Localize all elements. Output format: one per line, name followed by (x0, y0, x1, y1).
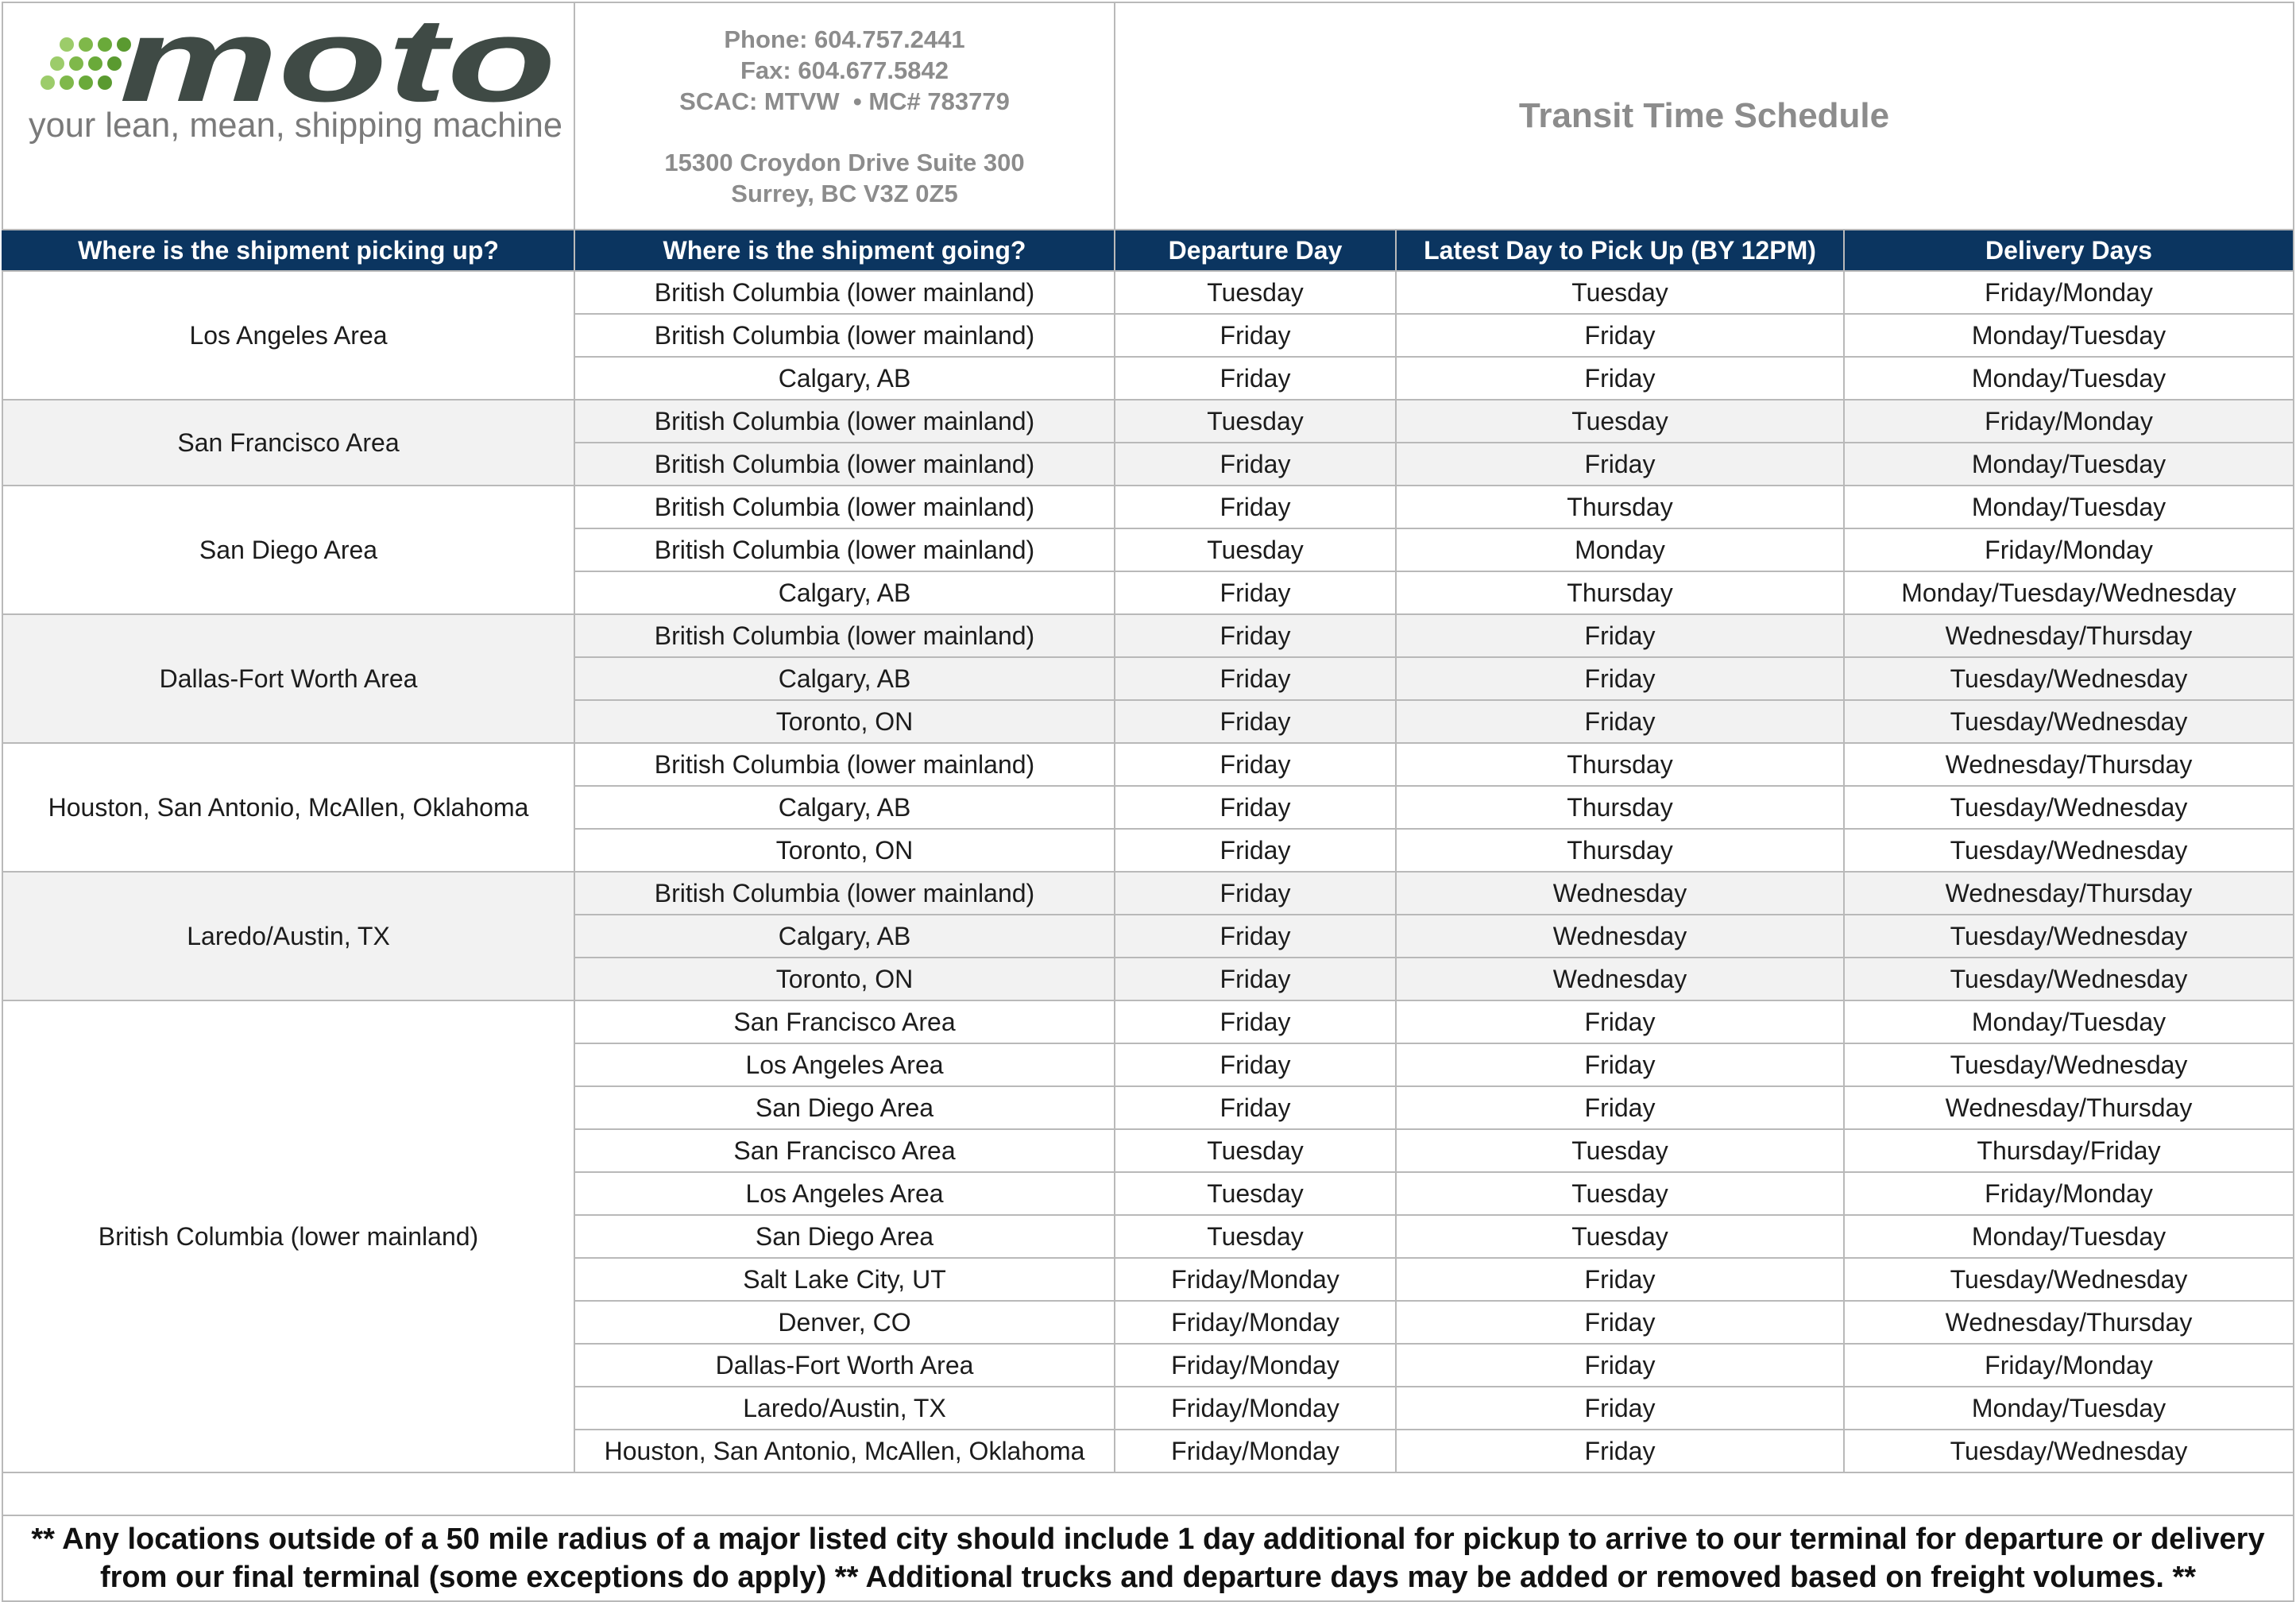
destination-cell: San Francisco Area (574, 1000, 1115, 1043)
column-header-delivery: Delivery Days (1844, 230, 2294, 271)
latest-pickup-cell: Friday (1396, 443, 1844, 486)
destination-cell: Los Angeles Area (574, 1172, 1115, 1215)
departure-day-cell: Friday/Monday (1115, 1430, 1396, 1472)
latest-pickup-cell: Wednesday (1396, 872, 1844, 915)
departure-day-cell: Friday/Monday (1115, 1387, 1396, 1430)
column-header-row (2, 230, 2294, 271)
delivery-days-cell: Wednesday/Thursday (1844, 614, 2294, 657)
latest-pickup-cell: Friday (1396, 657, 1844, 700)
table-row (2, 743, 2294, 786)
departure-day-cell: Friday (1115, 614, 1396, 657)
departure-day-cell: Friday (1115, 657, 1396, 700)
destination-cell: Toronto, ON (574, 829, 1115, 872)
destination-cell: British Columbia (lower mainland) (574, 528, 1115, 571)
column-header-departure: Departure Day (1115, 230, 1396, 271)
latest-pickup-cell: Friday (1396, 614, 1844, 657)
departure-day-cell: Tuesday (1115, 1172, 1396, 1215)
origin-cell: Los Angeles Area (2, 271, 574, 400)
delivery-days-cell: Tuesday/Wednesday (1844, 700, 2294, 743)
departure-day-cell: Friday (1115, 486, 1396, 528)
latest-pickup-cell: Thursday (1396, 571, 1844, 614)
delivery-days-cell: Monday/Tuesday (1844, 314, 2294, 357)
delivery-days-cell: Friday/Monday (1844, 1172, 2294, 1215)
fax-number: Fax: 604.677.5842 (740, 56, 949, 84)
latest-pickup-cell: Thursday (1396, 786, 1844, 829)
delivery-days-cell: Friday/Monday (1844, 400, 2294, 443)
delivery-days-cell: Tuesday/Wednesday (1844, 657, 2294, 700)
latest-pickup-cell: Tuesday (1396, 1129, 1844, 1172)
latest-pickup-cell: Friday (1396, 357, 1844, 400)
origin-cell: Dallas-Fort Worth Area (2, 614, 574, 743)
destination-cell: British Columbia (lower mainland) (574, 872, 1115, 915)
destination-cell: Calgary, AB (574, 915, 1115, 958)
delivery-days-cell: Monday/Tuesday (1844, 357, 2294, 400)
destination-cell: Calgary, AB (574, 786, 1115, 829)
delivery-days-cell: Tuesday/Wednesday (1844, 786, 2294, 829)
phone-number: Phone: 604.757.2441 (724, 25, 965, 53)
delivery-days-cell: Monday/Tuesday (1844, 1215, 2294, 1258)
destination-cell: Dallas-Fort Worth Area (574, 1344, 1115, 1387)
departure-day-cell: Friday (1115, 571, 1396, 614)
destination-cell: British Columbia (lower mainland) (574, 614, 1115, 657)
departure-day-cell: Friday (1115, 357, 1396, 400)
address-line-1: 15300 Croydon Drive Suite 300 (664, 148, 1025, 176)
latest-pickup-cell: Friday (1396, 1258, 1844, 1301)
latest-pickup-cell: Friday (1396, 1000, 1844, 1043)
address-line-2: Surrey, BC V3Z 0Z5 (731, 179, 958, 207)
delivery-days-cell: Friday/Monday (1844, 271, 2294, 314)
latest-pickup-cell: Tuesday (1396, 1215, 1844, 1258)
table-row (2, 614, 2294, 657)
latest-pickup-cell: Friday (1396, 1344, 1844, 1387)
departure-day-cell: Friday (1115, 314, 1396, 357)
destination-cell: Denver, CO (574, 1301, 1115, 1344)
latest-pickup-cell: Friday (1396, 314, 1844, 357)
table-row (2, 872, 2294, 915)
departure-day-cell: Friday (1115, 443, 1396, 486)
departure-day-cell: Friday (1115, 915, 1396, 958)
delivery-days-cell: Friday/Monday (1844, 528, 2294, 571)
green-dots-icon (41, 37, 131, 90)
destination-cell: Los Angeles Area (574, 1043, 1115, 1086)
table-row (2, 486, 2294, 528)
latest-pickup-cell: Tuesday (1396, 1172, 1844, 1215)
contact-block (574, 2, 1115, 230)
transit-schedule-sheet (2, 2, 2293, 1599)
destination-cell: San Diego Area (574, 1215, 1115, 1258)
departure-day-cell: Tuesday (1115, 1215, 1396, 1258)
latest-pickup-cell: Friday (1396, 1387, 1844, 1430)
scac-code: SCAC: MTVW • MC# 783779 (679, 87, 1010, 115)
destination-cell: Calgary, AB (574, 657, 1115, 700)
destination-cell: San Francisco Area (574, 1129, 1115, 1172)
destination-cell: Toronto, ON (574, 958, 1115, 1000)
departure-day-cell: Tuesday (1115, 400, 1396, 443)
schedule-body (2, 271, 2294, 1472)
destination-cell: Calgary, AB (574, 571, 1115, 614)
delivery-days-cell: Tuesday/Wednesday (1844, 829, 2294, 872)
delivery-days-cell: Thursday/Friday (1844, 1129, 2294, 1172)
table-row (2, 271, 2294, 314)
moto-logo (25, 17, 566, 145)
delivery-days-cell: Tuesday/Wednesday (1844, 1430, 2294, 1472)
destination-cell: British Columbia (lower mainland) (574, 271, 1115, 314)
origin-cell: Houston, San Antonio, McAllen, Oklahoma (2, 743, 574, 872)
delivery-days-cell: Tuesday/Wednesday (1844, 915, 2294, 958)
delivery-days-cell: Monday/Tuesday (1844, 443, 2294, 486)
origin-cell: San Francisco Area (2, 400, 574, 486)
destination-cell: British Columbia (lower mainland) (574, 314, 1115, 357)
latest-pickup-cell: Tuesday (1396, 400, 1844, 443)
destination-cell: Toronto, ON (574, 700, 1115, 743)
latest-pickup-cell: Tuesday (1396, 271, 1844, 314)
spacer-cell (2, 1472, 2294, 1515)
delivery-days-cell: Tuesday/Wednesday (1844, 958, 2294, 1000)
column-header-latest-pickup: Latest Day to Pick Up (BY 12PM) (1396, 230, 1844, 271)
delivery-days-cell: Wednesday/Thursday (1844, 1086, 2294, 1129)
delivery-days-cell: Friday/Monday (1844, 1344, 2294, 1387)
delivery-days-cell: Wednesday/Thursday (1844, 743, 2294, 786)
column-header-pickup: Where is the shipment picking up? (2, 230, 574, 271)
latest-pickup-cell: Friday (1396, 700, 1844, 743)
footnote: ** Any locations outside of a 50 mile radius of a major listed city should include 1 day additional for pickup to arrive to our terminal for departure or delivery from our final terminal (some exceptions do apply) ** Additional trucks and departure days may be added or removed based on freight volumes. ** (2, 1515, 2294, 1601)
departure-day-cell: Friday/Monday (1115, 1344, 1396, 1387)
destination-cell: British Columbia (lower mainland) (574, 400, 1115, 443)
latest-pickup-cell: Thursday (1396, 829, 1844, 872)
column-header-destination: Where is the shipment going? (574, 230, 1115, 271)
departure-day-cell: Friday (1115, 958, 1396, 1000)
delivery-days-cell: Tuesday/Wednesday (1844, 1043, 2294, 1086)
logo-tagline: your lean, mean, shipping machine (29, 106, 562, 145)
latest-pickup-cell: Friday (1396, 1301, 1844, 1344)
schedule-table (2, 2, 2294, 1602)
destination-cell: British Columbia (lower mainland) (574, 486, 1115, 528)
delivery-days-cell: Monday/Tuesday (1844, 1387, 2294, 1430)
origin-cell: British Columbia (lower mainland) (2, 1000, 574, 1472)
destination-cell: British Columbia (lower mainland) (574, 443, 1115, 486)
departure-day-cell: Tuesday (1115, 528, 1396, 571)
origin-cell: Laredo/Austin, TX (2, 872, 574, 1000)
page-title: Transit Time Schedule (1115, 2, 2294, 230)
table-row (2, 400, 2294, 443)
destination-cell: Houston, San Antonio, McAllen, Oklahoma (574, 1430, 1115, 1472)
logo-wordmark: moto (119, 17, 556, 126)
delivery-days-cell: Monday/Tuesday (1844, 486, 2294, 528)
departure-day-cell: Friday (1115, 872, 1396, 915)
delivery-days-cell: Tuesday/Wednesday (1844, 1258, 2294, 1301)
departure-day-cell: Friday/Monday (1115, 1301, 1396, 1344)
departure-day-cell: Friday (1115, 700, 1396, 743)
delivery-days-cell: Monday/Tuesday/Wednesday (1844, 571, 2294, 614)
destination-cell: British Columbia (lower mainland) (574, 743, 1115, 786)
latest-pickup-cell: Thursday (1396, 743, 1844, 786)
destination-cell: Laredo/Austin, TX (574, 1387, 1115, 1430)
latest-pickup-cell: Wednesday (1396, 958, 1844, 1000)
destination-cell: San Diego Area (574, 1086, 1115, 1129)
spacer-row (2, 1472, 2294, 1515)
departure-day-cell: Friday (1115, 829, 1396, 872)
delivery-days-cell: Monday/Tuesday (1844, 1000, 2294, 1043)
delivery-days-cell: Wednesday/Thursday (1844, 1301, 2294, 1344)
latest-pickup-cell: Friday (1396, 1430, 1844, 1472)
logo-cell (2, 2, 574, 230)
latest-pickup-cell: Thursday (1396, 486, 1844, 528)
departure-day-cell: Tuesday (1115, 1129, 1396, 1172)
latest-pickup-cell: Monday (1396, 528, 1844, 571)
delivery-days-cell: Wednesday/Thursday (1844, 872, 2294, 915)
destination-cell: Salt Lake City, UT (574, 1258, 1115, 1301)
table-row (2, 1000, 2294, 1043)
departure-day-cell: Friday/Monday (1115, 1258, 1396, 1301)
latest-pickup-cell: Wednesday (1396, 915, 1844, 958)
destination-cell: Calgary, AB (574, 357, 1115, 400)
departure-day-cell: Tuesday (1115, 271, 1396, 314)
departure-day-cell: Friday (1115, 743, 1396, 786)
latest-pickup-cell: Friday (1396, 1086, 1844, 1129)
origin-cell: San Diego Area (2, 486, 574, 614)
letterhead-row (2, 2, 2294, 230)
footnote-row (2, 1515, 2294, 1601)
departure-day-cell: Friday (1115, 786, 1396, 829)
departure-day-cell: Friday (1115, 1000, 1396, 1043)
departure-day-cell: Friday (1115, 1043, 1396, 1086)
latest-pickup-cell: Friday (1396, 1043, 1844, 1086)
departure-day-cell: Friday (1115, 1086, 1396, 1129)
